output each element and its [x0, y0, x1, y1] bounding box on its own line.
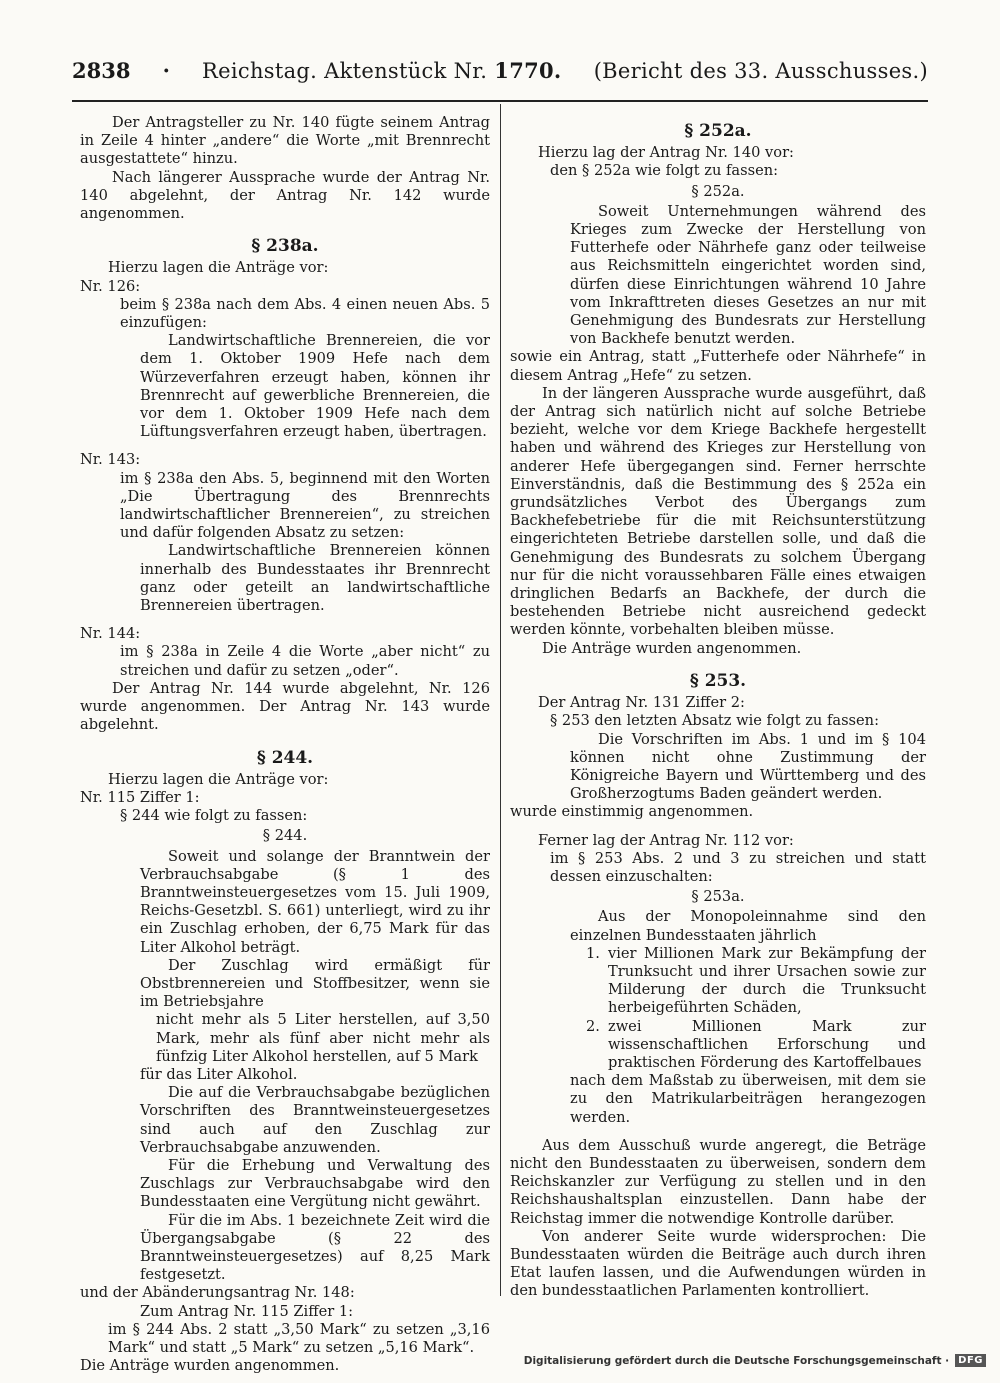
discussion-paragraph-1: Aus dem Ausschuß wurde angeregt, die Beträge nicht den Bundesstaaten zu überweisen, sondern dem Reichskanzler zur Verfügung zu stellen und in den Reichshaushaltsplan einzustellen. Dann habe der Reichstag immer die notwendige Kontrolle darüber. — [510, 1136, 926, 1227]
section-heading-238a: § 238a. — [251, 236, 319, 257]
subsection-244: § 244. — [262, 827, 308, 845]
s253a-intro: Aus der Monopoleinnahme sind den einzelnen Bundesstaaten jährlich — [570, 908, 926, 944]
motion-quote-126: Landwirtschaftliche Brennereien, die vor dem 1. Oktober 1909 Hefe nach dem Würzeverfahren erzeugt haben, können ihr Brennrecht auf gewerbliche Brennereien, die vor dem 1. Oktober 1909 Hefe nach dem Lüftungsverfahren erzeugt haben, übertragen. — [140, 332, 490, 441]
motion-112-text: im § 253 Abs. 2 und 3 zu streichen und statt dessen einzuschalten: — [550, 849, 926, 885]
header-subtitle: (Bericht des 33. Ausschusses.) — [593, 59, 928, 83]
result-238a: Der Antrag Nr. 144 wurde abgelehnt, Nr. 126 wurde angenommen. Der Antrag Nr. 143 wurde abgelehnt. — [80, 679, 490, 734]
amendment-text: im § 244 Abs. 2 statt „3,50 Mark“ zu setzen „3,16 Mark“ und statt „5 Mark“ zu setzen „5,16 Mark“. — [108, 1320, 490, 1356]
s253a-item-text: zwei Millionen Mark zur wissenschaftlichen Erforschung und praktischen Förderung des Kartoffelbaues — [608, 1017, 926, 1071]
section-lead: Hierzu lagen die Anträge vor: — [108, 259, 329, 277]
motion-text-126: beim § 238a nach dem Abs. 4 einen neuen Abs. 5 einzufügen: — [120, 295, 490, 332]
s253a-item-number: 2. — [586, 1017, 600, 1035]
motion-112-lead: Ferner lag der Antrag Nr. 112 vor: — [538, 831, 794, 849]
s244-paragraph-2b: für das Liter Alkohol. — [140, 1065, 298, 1083]
s244-paragraph-1: Soweit und solange der Branntwein der Verbrauchsabgabe (§ 1 des Branntweinsteuergesetzes vom 15. Juli 1909, Reichs-Gesetzbl. S. 661) unterliegt, wird zu ihr ein Zuschlag erhoben, der 6,75 Mark für das Liter Alkohol beträgt. — [140, 847, 490, 956]
subsection-252a: § 252a. — [691, 182, 745, 200]
header-rule — [72, 100, 928, 102]
motion-label-115: Nr. 115 Ziffer 1: — [80, 788, 200, 806]
s252a-result: Die Anträge wurden angenommen. — [542, 639, 802, 657]
motion-text-143: im § 238a den Abs. 5, beginnend mit den Worten „Die Übertragung des Brennrechts landwirtschaftlicher Brennereien“, zu streichen und dafür folgenden Absatz zu setzen: — [120, 469, 490, 542]
amendment-label: Zum Antrag Nr. 115 Ziffer 1: — [140, 1302, 354, 1320]
motion-text-115: § 244 wie folgt zu fassen: — [120, 807, 308, 825]
s253a-item-text: vier Millionen Mark zur Bekämpfung der Trunksucht und ihrer Ursachen sowie zur Milderung der durch die Trunksucht herbeigeführten Schäden, — [608, 944, 926, 1017]
page-number: 2838 — [72, 58, 131, 83]
s253-lead: Der Antrag Nr. 131 Ziffer 2: — [538, 694, 745, 712]
page-header — [72, 58, 928, 98]
s253-quote: Die Vorschriften im Abs. 1 und im § 104 können nicht ohne Zustimmung der Königreiche Bayern und Württemberg und des Großherzogtums Baden geändert werden. — [570, 730, 926, 803]
left-column — [80, 114, 490, 1375]
section-lead2-252a: den § 252a wie folgt zu fassen: — [550, 162, 779, 180]
intro-paragraph: Der Antragsteller zu Nr. 140 fügte seinem Antrag in Zeile 4 hinter „andere“ die Worte „mit Brennrecht ausgestattete“ hinzu. — [80, 114, 490, 168]
subsection-253a: § 253a. — [691, 888, 745, 906]
s253-result: wurde einstimmig angenommen. — [510, 803, 754, 821]
section-heading-252a: § 252a. — [684, 121, 752, 141]
s252a-discussion: In der längeren Aussprache wurde ausgeführt, daß der Antrag sich natürlich nicht auf solche Betriebe bezieht, welche vor dem Kriege Backhefe hergestellt haben und während des Krieges zur Herstellung von anderer Hefe übergegangen sind. Ferner herrschte Einverständnis, daß die Bestimmung des § 252a ein grundsätzliches Verbot des Übergangs zum Backhefebetriebe für die mit Reichsunterstützung eingerichteten Betriebe darstellen solle, und daß die Genehmigung des Bundesrats zu solchem Übergang nur für die nicht voraussehbaren Fälle eines etwaigen dringlichen Bedarfs an Backhefe, der durch die bestehenden Betriebe nicht ausreichend gedeckt werden könnte, vorbehalten bleiben müsse. — [510, 384, 926, 639]
header-title — [202, 58, 562, 83]
intro-result: Nach längerer Aussprache wurde der Antrag Nr. 140 abgelehnt, der Antrag Nr. 142 wurde angenommen. — [80, 168, 490, 223]
section-heading-253: § 253. — [689, 670, 747, 691]
footer-credit: Digitalisierung gefördert durch die Deutsche Forschungsgemeinschaft · — [523, 1354, 950, 1367]
motion-label-144: Nr. 144: — [80, 625, 141, 643]
header-title-prefix: Reichstag. Aktenstück Nr. — [202, 59, 488, 83]
motion-quote-143: Landwirtschaftliche Brennereien können innerhalb des Bundesstaates ihr Brennrecht ganz oder geteilt an landwirtschaftliche Brennereien übertragen. — [140, 542, 490, 615]
s252a-after: sowie ein Antrag, statt „Futterhefe oder Nährhefe“ in diesem Antrag „Hefe“ zu setzen. — [510, 348, 926, 384]
section-lead-252a: Hierzu lag der Antrag Nr. 140 vor: — [538, 144, 794, 162]
s253a-item — [586, 945, 926, 1018]
dfg-logo: DFG — [955, 1354, 986, 1367]
motion-label-126: Nr. 126: — [80, 277, 141, 295]
right-column — [510, 114, 926, 1301]
s244-paragraph-2a: nicht mehr als 5 Liter herstellen, auf 3,50 Mark, mehr als fünf aber nicht mehr als fünfzig Liter Alkohol herstellen, auf 5 Mark — [156, 1011, 490, 1065]
s253a-close: nach dem Maßstab zu überweisen, mit dem sie zu den Matrikularbeiträgen herangezogen werden. — [570, 1072, 926, 1126]
column-divider — [500, 104, 501, 1296]
motion-text-144: im § 238a in Zeile 4 die Worte „aber nicht“ zu streichen und dafür zu setzen „oder“. — [120, 643, 490, 679]
section-heading-244: § 244. — [256, 747, 314, 768]
s244-paragraph-4: Für die Erhebung und Verwaltung des Zuschlags zur Verbrauchsabgabe wird den Bundesstaaten eine Vergütung nicht gewährt. — [140, 1156, 490, 1211]
result-244: Die Anträge wurden angenommen. — [80, 1357, 340, 1375]
discussion-paragraph-2: Von anderer Seite wurde widersprochen: Die Bundesstaaten würden die Beiträge auch durch ihren Etat laufen lassen, und die Aufwendungen würden in den bundesstaatlichen Parlamenten kontrolliert. — [510, 1227, 926, 1300]
section-lead-244: Hierzu lagen die Anträge vor: — [108, 770, 329, 788]
s244-paragraph-5: Für die im Abs. 1 bezeichnete Zeit wird die Übergangsabgabe (§ 22 des Branntweinsteuergesetzes) auf 8,25 Mark festgesetzt. — [140, 1211, 490, 1284]
s244-paragraph-3: Die auf die Verbrauchsabgabe bezüglichen Vorschriften des Branntweinsteuergesetzes sind auch auf den Zuschlag zur Verbrauchsabgabe anzuwenden. — [140, 1084, 490, 1156]
header-title-number: 1770. — [494, 58, 562, 83]
s244-paragraph-2: Der Zuschlag wird ermäßigt für Obstbrennereien und Stoffbesitzer, wenn sie im Betriebsjahre — [140, 956, 490, 1011]
s252a-quote: Soweit Unternehmungen während des Krieges zum Zwecke der Herstellung von Futterhefe oder Nährhefe ganz oder teilweise aus Reichsmitteln eingerichtet worden sind, dürfen diese Einrichtungen während 10 Jahre vom Inkrafttreten dieses Gesetzes an nur mit Genehmigung des Bundesrats zur Herstellung von Backhefe benutzt werden. — [570, 202, 926, 348]
s253-text: § 253 den letzten Absatz wie folgt zu fassen: — [550, 712, 880, 730]
motion-label-143: Nr. 143: — [80, 451, 141, 469]
amendment-lead: und der Abänderungsantrag Nr. 148: — [80, 1284, 355, 1302]
s253a-item-number: 1. — [586, 944, 600, 962]
header-bullet: · — [162, 58, 170, 83]
digitization-footer — [524, 1354, 986, 1367]
s253a-item — [586, 1018, 926, 1073]
